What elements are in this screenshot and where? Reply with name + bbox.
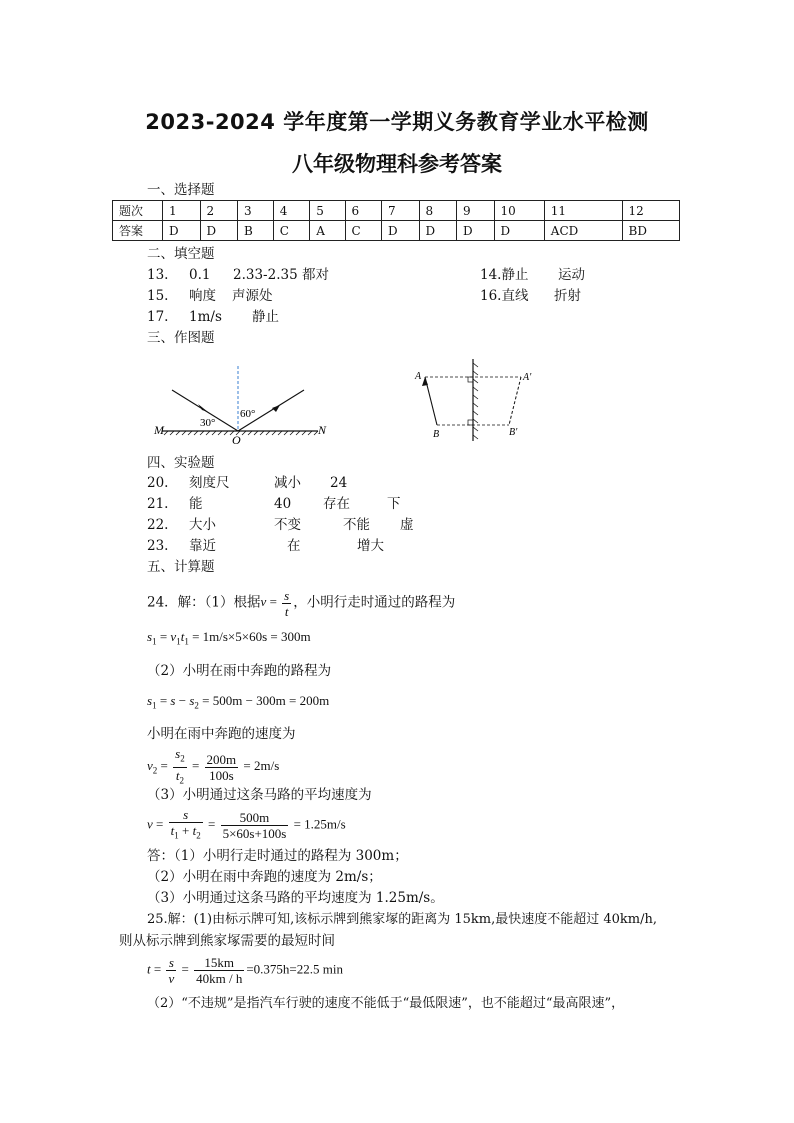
table-cell: BD bbox=[622, 221, 679, 241]
q24-answer-1: 答：（1）小明行走时通过的路程为 300m； bbox=[147, 848, 408, 864]
table-row bbox=[113, 221, 680, 241]
q25-line2: 则从标示牌到熊家塚需要的最短时间 bbox=[119, 933, 335, 949]
table-cell: 9 bbox=[457, 201, 495, 221]
label-o: O bbox=[232, 433, 241, 447]
table-cell: D bbox=[494, 221, 544, 241]
reflection-diagram bbox=[140, 360, 340, 450]
q24-answer-2: （2）小明在雨中奔跑的速度为 2m/s； bbox=[147, 869, 382, 885]
q24-eq2: $s_1 = s - s_2 = 500m - 300m = 200m$ bbox=[147, 693, 330, 711]
q21-answer: 40 bbox=[274, 496, 292, 512]
table-cell: 6 bbox=[345, 201, 382, 221]
q23-number: 23. bbox=[147, 538, 169, 554]
table-cell: 5 bbox=[310, 201, 345, 221]
q24-answer-3: （3）小明通过这条马路的平均速度为 1.25m/s。 bbox=[147, 890, 444, 906]
table-cell: 8 bbox=[419, 201, 457, 221]
table-cell-label: 答案 bbox=[113, 221, 163, 241]
page-title: 2023-2024 学年度第一学期义务教育学业水平检测 bbox=[145, 110, 649, 134]
q25-line1: 25.解：(1)由标示牌可知,该标示牌到熊家塚的距离为 15km,最快速度不能超过 40km/h, bbox=[147, 912, 657, 927]
q21-number: 21. bbox=[147, 496, 169, 512]
table-cell: D bbox=[163, 221, 201, 241]
q20-answer: 24 bbox=[330, 475, 348, 491]
q20-number: 20. bbox=[147, 475, 169, 491]
section-choice-heading: 一、选择题 bbox=[147, 182, 215, 198]
q17-answer-a: 1m/s bbox=[189, 309, 222, 325]
q14-answer-b: 运动 bbox=[558, 267, 585, 283]
table-cell: 1 bbox=[163, 201, 201, 221]
section-drawing-heading: 三、作图题 bbox=[147, 330, 215, 346]
q13-answer-a: 0.1 bbox=[189, 267, 211, 283]
q22-answer: 不能 bbox=[343, 517, 370, 533]
q20-answer: 减小 bbox=[274, 475, 301, 491]
q16-answer-b: 折射 bbox=[554, 288, 581, 304]
table-row bbox=[113, 201, 680, 221]
q22-answer: 大小 bbox=[189, 517, 216, 533]
q22-answer: 虚 bbox=[400, 517, 414, 533]
q24-eq3: $v_2$ = $\frac{s_2}{t_2}$ = $\frac{200m}{100s}$ = 2m/s bbox=[147, 746, 280, 786]
mirror-image-diagram bbox=[405, 355, 545, 445]
q22-number: 22. bbox=[147, 517, 169, 533]
q15-number: 15. bbox=[147, 288, 169, 304]
section-calculation-heading: 五、计算题 bbox=[147, 559, 215, 575]
label-a: A bbox=[415, 371, 422, 382]
q17-answer-b: 静止 bbox=[252, 309, 279, 325]
table-cell: 2 bbox=[200, 201, 238, 221]
table-cell: B bbox=[238, 221, 274, 241]
label-m: M bbox=[154, 423, 164, 437]
q23-answer: 在 bbox=[287, 538, 301, 554]
q24-intro bbox=[147, 588, 455, 619]
q20-answer: 刻度尺 bbox=[189, 475, 230, 491]
table-cell: 7 bbox=[382, 201, 420, 221]
table-cell: 10 bbox=[494, 201, 544, 221]
q24-intro-a: 24．解：（1）根据 bbox=[147, 594, 261, 611]
q15-answer-b: 声源处 bbox=[232, 288, 273, 304]
q24-part3: 小明在雨中奔跑的速度为 bbox=[147, 726, 296, 742]
q14-answer-a: 14.静止 bbox=[480, 267, 529, 283]
label-a-prime: A' bbox=[523, 372, 532, 383]
mirror-hatching bbox=[164, 431, 318, 435]
q13-answer-b: 2.33-2.35 都对 bbox=[233, 267, 329, 283]
q17-number: 17. bbox=[147, 309, 169, 325]
choice-answer-table bbox=[112, 200, 680, 241]
table-cell: D bbox=[419, 221, 457, 241]
table-cell-label: 题次 bbox=[113, 201, 163, 221]
table-cell: 12 bbox=[622, 201, 679, 221]
q25-eq: t = $\frac{s}{v}$ = $\frac{15km}{40km / h}$ =0.375h=22.5 min bbox=[147, 955, 343, 986]
table-cell: 3 bbox=[238, 201, 274, 221]
object-arrow-icon bbox=[422, 377, 428, 386]
q24-part4: （3）小明通过这条马路的平均速度为 bbox=[147, 787, 372, 803]
table-cell: A bbox=[310, 221, 345, 241]
q23-answer: 靠近 bbox=[189, 538, 216, 554]
table-cell: C bbox=[345, 221, 382, 241]
q25-line3: （2）“不违规”是指汽车行驶的速度不能低于“最低限速”，也不能超过“最高限速”， bbox=[147, 996, 625, 1011]
label-b-prime: B' bbox=[509, 427, 518, 438]
right-angle-mark bbox=[468, 420, 473, 425]
table-cell: C bbox=[273, 221, 310, 241]
page-subtitle: 八年级物理科参考答案 bbox=[292, 152, 502, 176]
table-cell: D bbox=[382, 221, 420, 241]
table-cell: ACD bbox=[544, 221, 622, 241]
q23-answer: 增大 bbox=[357, 538, 384, 554]
q24-eq4: v = $\frac{s}{t_1 + t_2}$ = $\frac{500m}{5\times 60s+100s}$ = 1.25m/s bbox=[147, 807, 346, 841]
label-n: N bbox=[318, 423, 327, 437]
label-b: B bbox=[433, 429, 440, 440]
reflected-arrow-icon bbox=[272, 405, 280, 412]
plane-mirror-hatching bbox=[473, 363, 478, 439]
q15-answer-a: 响度 bbox=[189, 288, 216, 304]
table-cell: 11 bbox=[544, 201, 622, 221]
right-angle-mark bbox=[468, 377, 473, 382]
table-cell: D bbox=[200, 221, 238, 241]
q24-intro-b: ，小明行走时通过的路程为 bbox=[293, 594, 456, 611]
q21-answer: 能 bbox=[189, 496, 203, 512]
formula-v-eq-s-over-t: v = $\frac{s}{t}$ bbox=[260, 588, 290, 619]
q24-eq1: $s_1 = v_1t_1 = 1m/s\times 5\times 60s = 300m$ bbox=[147, 629, 311, 647]
section-fill-heading: 二、填空题 bbox=[147, 246, 215, 262]
table-cell: 4 bbox=[273, 201, 310, 221]
image-ab bbox=[509, 377, 521, 425]
section-experiment-heading: 四、实验题 bbox=[147, 455, 215, 471]
angle-30: 30° bbox=[200, 417, 216, 429]
q24-part2: （2）小明在雨中奔跑的路程为 bbox=[147, 663, 332, 679]
table-cell: D bbox=[457, 221, 495, 241]
q16-answer-a: 16.直线 bbox=[480, 288, 529, 304]
q22-answer: 不变 bbox=[274, 517, 301, 533]
q21-answer: 存在 bbox=[323, 496, 350, 512]
angle-60: 60° bbox=[240, 408, 256, 420]
q13-number: 13. bbox=[147, 267, 169, 283]
q21-answer: 下 bbox=[387, 496, 401, 512]
